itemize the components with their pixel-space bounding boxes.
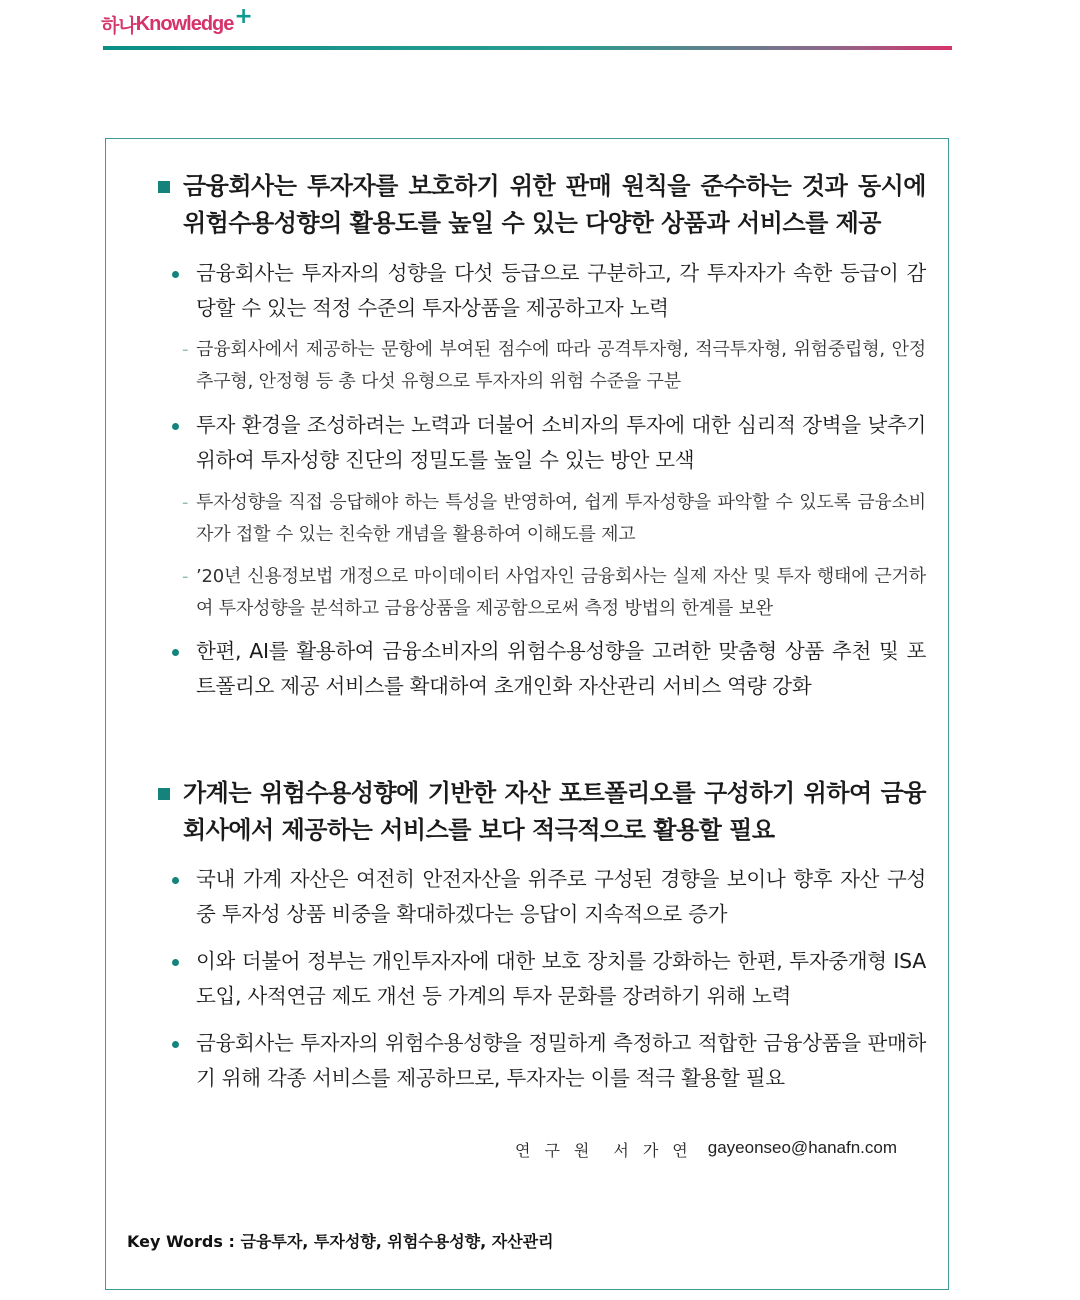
- author-info: [515, 1138, 897, 1161]
- bullet-item: 투자 환경을 조성하려는 노력과 더불어 소비자의 투자에 대한 심리적 장벽을 낮추기 위하여 투자성향 진단의 정밀도를 높일 수 있는 방안 모색: [156, 408, 926, 478]
- dash-icon: -: [182, 566, 189, 587]
- square-bullet-icon: [158, 788, 170, 800]
- dot-bullet-icon: [172, 423, 179, 430]
- keywords: Key Words : 금융투자, 투자성향, 위험수용성향, 자산관리: [127, 1232, 554, 1251]
- section-title: 금융회사는 투자자를 보호하기 위한 판매 원칙을 준수하는 것과 동시에 위험수용성향의 활용도를 높일 수 있는 다양한 상품과 서비스를 제공: [156, 168, 926, 242]
- section-title: 가계는 위험수용성향에 기반한 자산 포트폴리오를 구성하기 위하여 금융회사에서 제공하는 서비스를 보다 적극적으로 활용할 필요: [156, 775, 926, 849]
- bullet-item: 한편, AI를 활용하여 금융소비자의 위험수용성향을 고려한 맞춤형 상품 추천 및 포트폴리오 제공 서비스를 확대하여 초개인화 자산관리 서비스 역량 강화: [156, 634, 926, 704]
- dot-bullet-icon: [172, 271, 179, 278]
- sub-item: - ’20년 신용정보법 개정으로 마이데이터 사업자인 금융회사는 실제 자산 및 투자 행태에 근거하여 투자성향을 분석하고 금융상품을 제공함으로써 측정 방법의 한계를 보완: [156, 561, 926, 625]
- author-role: 연구원: [515, 1141, 604, 1160]
- author-email: gayeonseo@hanafn.com: [707, 1138, 898, 1157]
- dash-icon: -: [182, 492, 189, 513]
- logo-knowledge-text: Knowledge: [135, 12, 234, 35]
- dot-bullet-icon: [172, 649, 179, 656]
- bullet-item: 이와 더불어 정부는 개인투자자에 대한 보호 장치를 강화하는 한편, 투자중개형 ISA 도입, 사적연금 제도 개선 등 가계의 투자 문화를 장려하기 위해 노력: [156, 944, 926, 1014]
- logo: [101, 3, 253, 40]
- logo-hana-text: 하나: [101, 14, 136, 37]
- logo-plus-icon: +: [234, 3, 253, 29]
- section-1: [156, 168, 926, 704]
- square-bullet-icon: [158, 181, 170, 193]
- bullet-item: 금융회사는 투자자의 위험수용성향을 정밀하게 측정하고 적합한 금융상품을 판매하기 위해 각종 서비스를 제공하므로, 투자자는 이를 적극 활용할 필요: [156, 1026, 926, 1096]
- header-divider: [103, 46, 952, 50]
- sub-item: - 투자성향을 직접 응답해야 하는 특성을 반영하여, 쉽게 투자성향을 파악할 수 있도록 금융소비자가 접할 수 있는 친숙한 개념을 활용하여 이해도를 제고: [156, 487, 926, 551]
- dot-bullet-icon: [172, 959, 179, 966]
- dash-icon: -: [182, 339, 189, 360]
- dot-bullet-icon: [172, 1041, 179, 1048]
- sub-item: - 금융회사에서 제공하는 문항에 부여된 점수에 따라 공격투자형, 적극투자형, 위험중립형, 안정추구형, 안정형 등 총 다섯 유형으로 투자자의 위험 수준을 구분: [156, 334, 926, 398]
- dot-bullet-icon: [172, 877, 179, 884]
- author-name: 서가연: [613, 1141, 702, 1160]
- section-2: [156, 775, 926, 1096]
- bullet-item: 금융회사는 투자자의 성향을 다섯 등급으로 구분하고, 각 투자자가 속한 등급이 감당할 수 있는 적정 수준의 투자상품을 제공하고자 노력: [156, 256, 926, 326]
- bullet-item: 국내 가계 자산은 여전히 안전자산을 위주로 구성된 경향을 보이나 향후 자산 구성 중 투자성 상품 비중을 확대하겠다는 응답이 지속적으로 증가: [156, 862, 926, 932]
